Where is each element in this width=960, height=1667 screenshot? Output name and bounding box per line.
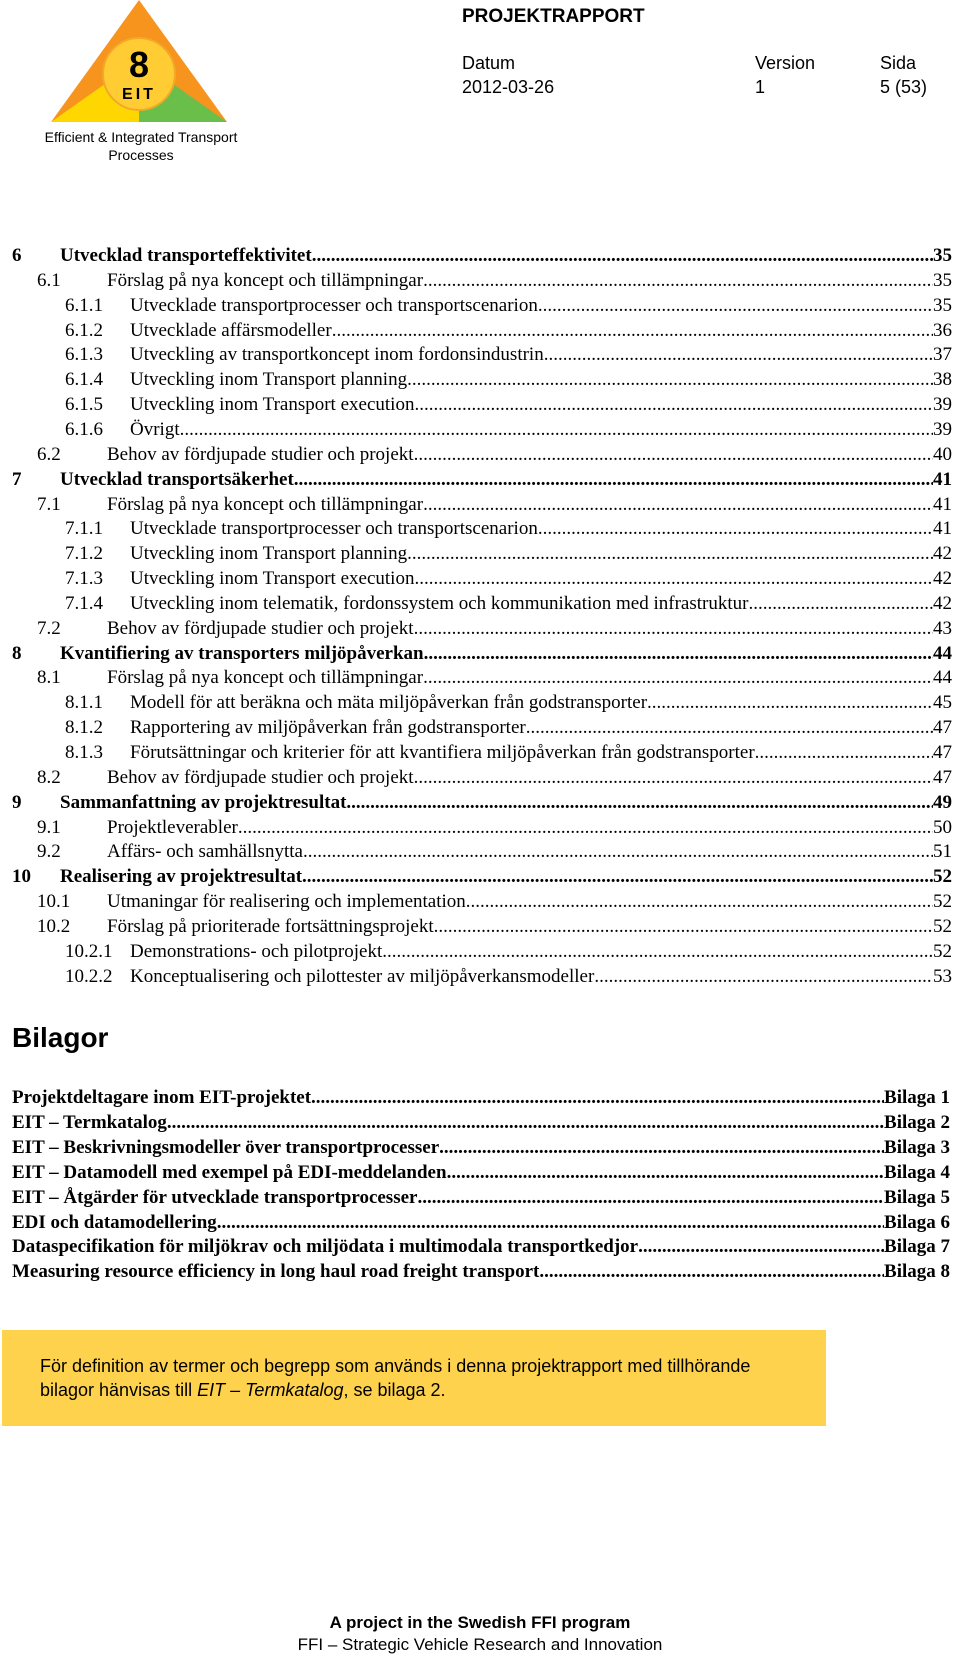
toc-entry[interactable] [12,790,960,816]
toc-entry-number: 8.1 [37,667,61,689]
toc-leader-dots [312,243,933,269]
toc-entry-title: Affärs- och samhällsnytta [107,841,303,863]
footer-line-1: A project in the Swedish FFI program [329,1613,631,1632]
toc-entry-page: 44 [933,667,952,689]
toc-entry-number: 9.1 [37,816,61,838]
toc-entry[interactable] [12,665,960,691]
toc-entry-title: Förslag på prioriterade fortsättningsprojekt [107,915,434,937]
toc-leader-dots [407,367,933,393]
bilaga-entry[interactable] [12,1234,960,1260]
toc-entry-title: Utveckling inom Transport execution [130,568,415,590]
logo-abbr: EIT [122,86,156,103]
logo-tagline: Efficient & Integrated Transport Processes [44,129,238,163]
toc-entry-page: 37 [933,344,952,366]
toc-entry-title: Utveckling inom Transport execution [130,394,415,416]
bilaga-title: EIT – Termkatalog [12,1111,167,1133]
toc-entry-number: 9 [12,791,22,813]
toc-leader-dots [424,641,933,667]
toc-entry[interactable] [12,740,960,766]
meta-datum [462,52,554,98]
bilaga-page: Bilaga 4 [884,1161,950,1183]
toc-entry[interactable] [12,641,960,667]
bilaga-entry[interactable] [12,1210,960,1236]
bilaga-leader-dots [539,1259,884,1285]
toc-entry[interactable] [12,765,960,791]
bilaga-page: Bilaga 3 [884,1136,950,1158]
toc-leader-dots [466,889,933,915]
bilaga-leader-dots [417,1185,884,1211]
toc-entry[interactable] [12,318,960,344]
toc-leader-dots [414,765,933,791]
toc-leader-dots [423,268,933,294]
toc-entry[interactable] [12,815,960,841]
toc-entry-page: 47 [933,766,952,788]
toc-leader-dots [647,690,933,716]
toc-entry[interactable] [12,964,960,990]
toc-entry-number: 8.1.3 [65,742,103,763]
toc-entry-number: 6.1.4 [65,369,103,391]
toc-leader-dots [414,442,933,468]
toc-entry-number: 10.2.1 [65,940,113,962]
toc-entry-number: 7.2 [37,617,61,639]
toc-entry[interactable] [12,939,960,965]
toc-entry[interactable] [12,516,960,542]
toc-entry-page: 41 [933,518,952,540]
toc-leader-dots [346,790,933,816]
toc-entry[interactable] [12,392,960,418]
bilaga-title: EIT – Beskrivningsmodeller över transportprocesser [12,1136,440,1158]
toc-entry-title: Förutsättningar och kriterier för att kvantifiera miljöpåverkan från godstransporter [130,742,755,763]
toc-leader-dots [302,864,933,890]
sida-label: Sida [880,53,917,73]
datum-value: 2012-03-26 [462,77,555,97]
toc-entry-page: 52 [933,866,952,888]
toc-entry-page: 49 [933,791,952,813]
bilaga-entry[interactable] [12,1185,960,1211]
toc-leader-dots [414,616,933,642]
toc-entry-number: 10.2.2 [65,965,113,987]
toc-entry-title: Utveckling inom Transport planning [130,369,408,391]
toc-entry-number: 6.1.2 [65,319,103,341]
bilaga-page: Bilaga 5 [884,1186,950,1208]
toc-entry-page: 40 [933,443,952,465]
toc-entry-title: Behov av fördjupade studier och projekt [107,443,414,465]
toc-entry-title: Utveckling av transportkoncept inom fordonsindustrin [130,344,544,366]
toc-entry-page: 41 [933,468,952,490]
toc-entry-title: Utvecklade affärsmodeller [130,319,332,341]
toc-entry-title: Behov av fördjupade studier och projekt [107,617,414,639]
toc-entry-title: Övrigt [130,418,180,440]
toc-entry-number: 8.1.1 [65,692,103,714]
bilaga-page: Bilaga 2 [884,1111,950,1133]
bilaga-leader-dots [167,1110,884,1136]
toc-leader-dots [538,516,933,542]
toc-entry[interactable] [12,417,960,443]
note-text [40,1354,800,1402]
toc-entry-title: Demonstrations- och pilotprojekt [130,940,383,962]
toc-entry-number: 7.1.4 [65,592,103,614]
toc-entry-page: 43 [933,617,952,639]
toc-entry-number: 7.1 [37,493,61,515]
bilaga-page: Bilaga 7 [884,1236,950,1258]
toc-leader-dots [294,467,933,493]
toc-leader-dots [407,541,933,567]
toc-entry[interactable] [12,293,960,319]
toc-leader-dots [594,964,933,990]
toc-entry[interactable] [12,541,960,567]
toc-entry-number: 10.1 [37,891,71,913]
toc-entry-page: 44 [933,642,952,664]
sida-value: 5 (53) [880,77,928,97]
toc-leader-dots [414,392,933,418]
toc-entry-page: 52 [933,940,952,962]
toc-entry-title: Utmaningar för realisering och implementation [107,891,466,913]
toc-entry-number: 6.1.1 [65,294,103,316]
toc-entry-page: 50 [933,816,952,838]
toc-entry-title: Utveckling inom telematik, fordonssystem och kommunikation med infrastruktur [130,592,749,614]
toc-entry-title: Utvecklad transporteffektivitet [60,245,312,266]
toc-entry-number: 8.2 [37,766,61,788]
toc-leader-dots [238,815,933,841]
toc-entry-page: 35 [933,294,952,316]
toc-entry-number: 9.2 [37,841,61,863]
bilaga-entry[interactable] [12,1259,960,1285]
toc-leader-dots [538,293,933,319]
bilaga-leader-dots [311,1085,884,1111]
toc-entry-title: Utvecklade transportprocesser och transportscenarion [130,518,538,540]
toc-leader-dots [755,740,933,766]
bilaga-title: EDI och datamodellering [12,1211,217,1233]
toc-entry-page: 47 [933,717,952,739]
toc-entry-title: Utveckling inom Transport planning [130,543,408,565]
toc-entry[interactable] [12,715,960,741]
bilaga-title: EIT – Datamodell med exempel på EDI-meddelanden [12,1161,447,1183]
note-text-italic: EIT – Termkatalog [197,1380,344,1400]
toc-leader-dots [303,839,933,865]
toc-entry-page: 42 [933,568,952,590]
toc-entry-title: Förslag på nya koncept och tillämpningar [107,493,424,515]
toc-entry-title: Modell för att beräkna och mäta miljöpåverkan från godstransporter [130,692,648,714]
toc-entry-number: 7.1.2 [65,543,103,565]
toc-leader-dots [423,665,933,691]
toc-entry[interactable] [12,690,960,716]
toc-entry-number: 10 [12,866,31,888]
toc-entry-page: 52 [933,915,952,937]
version-label: Version [755,53,816,73]
toc-leader-dots [332,318,933,344]
bilaga-entry[interactable] [12,1160,960,1186]
toc-entry-page: 36 [933,319,952,341]
footer-line-2: FFI – Strategic Vehicle Research and Innovation [297,1635,663,1654]
toc-entry[interactable] [12,566,960,592]
bilagor-heading: Bilagor [12,1022,109,1053]
toc-entry-number: 8 [12,642,22,664]
toc-entry-page: 35 [933,269,952,291]
toc-entry-number: 6.1.3 [65,344,103,366]
toc-entry-page: 41 [933,493,952,515]
toc-leader-dots [382,939,933,965]
toc-entry-title: Behov av fördjupade studier och projekt [107,766,414,788]
bilaga-page: Bilaga 6 [884,1211,950,1233]
bilaga-page: Bilaga 8 [884,1261,950,1283]
bilaga-leader-dots [638,1234,884,1260]
logo-number: 8 [128,44,150,85]
toc-entry[interactable] [12,616,960,642]
toc-entry-title: Rapportering av miljöpåverkan från godstransporter [130,717,526,739]
toc-entry-title: Projektleverabler [107,816,238,838]
toc-entry[interactable] [12,914,960,940]
note-text-after: , se bilaga 2. [343,1380,446,1400]
toc-entry-page: 39 [933,394,952,416]
toc-entry[interactable] [12,864,960,890]
toc-entry[interactable] [12,889,960,915]
bilaga-leader-dots [447,1160,884,1186]
toc-entry-number: 6 [12,245,22,266]
toc-entry-number: 8.1.2 [65,717,103,739]
toc-entry-number: 7 [12,468,22,490]
toc-entry[interactable] [12,467,960,493]
toc-entry-number: 6.2 [37,443,61,465]
note-text-before: För definition av termer och begrepp som används i denna projektrapport med tillhörande bilagor hänvisas till [40,1356,751,1400]
toc-entry-title: Utvecklade transportprocesser och transportscenarion [130,294,538,316]
bilaga-title: Dataspecifikation för miljökrav och miljödata i multimodala transportkedjor [12,1236,639,1258]
bilaga-entry[interactable] [12,1110,960,1136]
toc-leader-dots [748,591,933,617]
toc-entry-number: 6.1 [37,269,61,291]
toc-leader-dots [544,342,933,368]
toc-entry-number: 10.2 [37,915,71,937]
bilaga-title: Measuring resource efficiency in long haul road freight transport [12,1261,540,1283]
toc-entry-page: 42 [933,543,952,565]
toc-entry-title: Sammanfattning av projektresultat [60,791,347,813]
bilaga-title: Projektdeltagare inom EIT-projektet [12,1087,312,1108]
toc-entry[interactable] [12,367,960,393]
toc-entry[interactable] [12,342,960,368]
bilaga-page: Bilaga 1 [884,1087,950,1108]
toc-entry-title: Förslag på nya koncept och tillämpningar [107,667,424,689]
toc-leader-dots [434,914,933,940]
bilaga-leader-dots [439,1135,884,1161]
meta-version [755,52,815,98]
toc-entry-number: 6.1.5 [65,394,103,416]
toc-entry[interactable] [12,243,960,269]
toc-entry-page: 39 [933,418,952,440]
toc-entry[interactable] [12,591,960,617]
toc-entry[interactable] [12,492,960,518]
toc-entry-number: 7.1.3 [65,568,103,590]
bilaga-entry[interactable] [12,1135,960,1161]
toc-entry-number: 6.1.6 [65,418,103,440]
toc-entry-title: Konceptualisering och pilottester av miljöpåverkansmodeller [130,965,595,987]
toc-entry-page: 47 [933,742,952,763]
toc-entry-title: Kvantifiering av transporters miljöpåverkan [60,642,424,664]
toc-entry-page: 45 [933,692,952,714]
toc-entry[interactable] [12,839,960,865]
toc-entry-title: Utvecklad transportsäkerhet [60,468,294,490]
toc-entry[interactable] [12,442,960,468]
toc-entry-title: Förslag på nya koncept och tillämpningar [107,269,424,291]
eit-logo [20,0,260,170]
toc-entry[interactable] [12,268,960,294]
version-value: 1 [755,77,766,97]
toc-entry-page: 42 [933,592,952,614]
toc-leader-dots [180,417,933,443]
bilaga-title: EIT – Åtgärder för utvecklade transportprocesser [12,1186,418,1208]
toc-leader-dots [423,492,933,518]
report-title: PROJEKTRAPPORT [462,6,645,27]
toc-leader-dots [526,715,933,741]
meta-sida [880,52,927,98]
toc-entry-page: 52 [933,891,952,913]
bilaga-entry[interactable] [12,1085,960,1111]
toc-entry-page: 38 [933,369,952,391]
toc-entry-page: 53 [933,965,952,987]
toc-entry-title: Realisering av projektresultat [60,866,303,888]
toc-entry-number: 7.1.1 [65,518,103,540]
toc-leader-dots [414,566,933,592]
bilaga-leader-dots [217,1210,884,1236]
datum-label: Datum [462,53,516,73]
toc-entry-page: 35 [933,245,952,266]
toc-entry-page: 51 [933,841,952,863]
